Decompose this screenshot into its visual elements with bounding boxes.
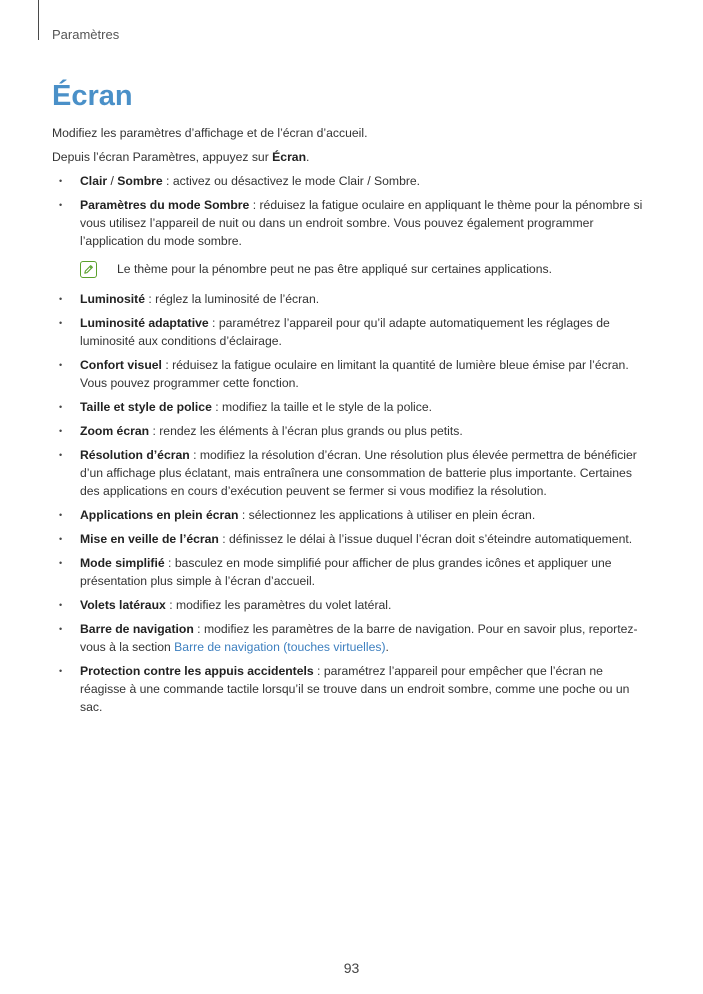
list-item-resolution <box>52 446 648 500</box>
list-item-plein-ecran <box>52 506 648 524</box>
list-item-zoom-ecran <box>52 422 648 440</box>
note-text: Le thème pour la pénombre peut ne pas être appliqué sur certaines applications. <box>117 262 552 276</box>
list-item-mode-sombre <box>52 196 648 250</box>
item-term: Paramètres du mode Sombre <box>80 198 250 212</box>
settings-list <box>52 172 648 250</box>
item-term: Zoom écran <box>80 424 150 438</box>
item-term: Résolution d’écran <box>80 448 190 462</box>
page-content <box>52 124 648 722</box>
list-item-confort-visuel <box>52 356 648 392</box>
header-divider <box>38 0 39 40</box>
intro-instruction: Depuis l’écran Paramètres, appuyez sur Écran. <box>52 150 310 164</box>
list-item-protection-appuis <box>52 662 648 716</box>
list-item-barre-navigation: • Barre de navigation : modifiez les paramètres de la barre de navigation. Pour en savoir plus, reportez-vous à la section Barre de navigation (touches virtuelles). <box>52 620 648 656</box>
item-term: Confort visuel <box>80 358 162 372</box>
item-term: Applications en plein écran <box>80 508 239 522</box>
item-term: Luminosité adaptative <box>80 316 209 330</box>
item-description: : rendez les éléments à l’écran plus grands ou plus petits. <box>149 424 463 438</box>
item-description: : modifiez la résolution d’écran. Une résolution plus élevée permettra de bénéficier d’un affichage plus éclatant, mais entraînera une consommation de batterie plus importante. Certaines des applications en cours d’exécution peuvent se fermer si vous modifiez la résolution. <box>80 448 637 498</box>
item-description: : définissez le délai à l’issue duquel l’écran doit s’éteindre automatiquement. <box>218 532 633 546</box>
item-term: Protection contre les appuis accidentels <box>80 664 314 678</box>
item-description: : basculez en mode simplifié pour afficher de plus grandes icônes et appliquer une présentation plus simple à l’écran d’accueil. <box>80 556 612 588</box>
page-title: Écran <box>52 80 133 112</box>
list-item-mise-en-veille <box>52 530 648 548</box>
navigation-bar-section-link[interactable]: Barre de navigation (touches virtuelles) <box>174 640 386 654</box>
list-item-mode-simplifie <box>52 554 648 590</box>
item-description: : réduisez la fatigue oculaire en appliquant le thème pour la pénombre si vous utilisez l’appareil de nuit ou dans un endroit sombre. Vous pouvez également programmer l’application du mode sombre. <box>80 198 643 248</box>
item-term: Taille et style de police <box>80 400 212 414</box>
item-description: : sélectionnez les applications à utiliser en plein écran. <box>238 508 536 522</box>
item-description: : activez ou désactivez le mode Clair / Sombre. <box>162 174 421 188</box>
page-number: 93 <box>343 960 360 976</box>
item-description: : réduisez la fatigue oculaire en limitant la quantité de lumière bleue émise par l’écran. Vous pouvez programmer cette fonction. <box>80 358 629 390</box>
item-description: : paramétrez l’appareil pour qu’il adapte automatiquement les réglages de luminosité aux conditions d’éclairage. <box>80 316 610 348</box>
breadcrumb: Paramètres <box>52 27 120 42</box>
item-description: : paramétrez l’appareil pour empêcher que l’écran ne réagisse à une commande tactile lorsqu’il se trouve dans un endroit sombre, comme une poche ou un sac. <box>80 664 630 714</box>
list-item-luminosite <box>52 290 648 308</box>
item-term: Barre de navigation <box>80 622 194 636</box>
settings-list <box>52 290 648 716</box>
note-box <box>80 260 648 278</box>
list-item-luminosite-adaptative <box>52 314 648 350</box>
item-description: : modifiez les paramètres de la barre de navigation. Pour en savoir plus, reportez-vous à la section <box>80 622 638 654</box>
item-term: Mise en veille de l’écran <box>80 532 219 546</box>
item-term: Clair <box>80 174 108 188</box>
list-item-volets-lateraux <box>52 596 648 614</box>
item-description: : réglez la luminosité de l’écran. <box>145 292 320 306</box>
item-term: Mode simplifié <box>80 556 165 570</box>
intro-screen-term: Écran <box>272 150 307 164</box>
item-term: Luminosité <box>80 292 146 306</box>
list-item-clair-sombre: • Clair / Sombre : activez ou désactivez le mode Clair / Sombre. <box>52 172 648 190</box>
list-item-taille-police <box>52 398 648 416</box>
item-description: : modifiez la taille et le style de la police. <box>211 400 433 414</box>
item-term: Sombre <box>117 174 163 188</box>
item-description: : modifiez les paramètres du volet latéral. <box>165 598 392 612</box>
note-pencil-icon <box>80 261 97 278</box>
intro-text: Modifiez les paramètres d’affichage et de l’écran d’accueil. <box>52 126 368 140</box>
item-term: Volets latéraux <box>80 598 166 612</box>
